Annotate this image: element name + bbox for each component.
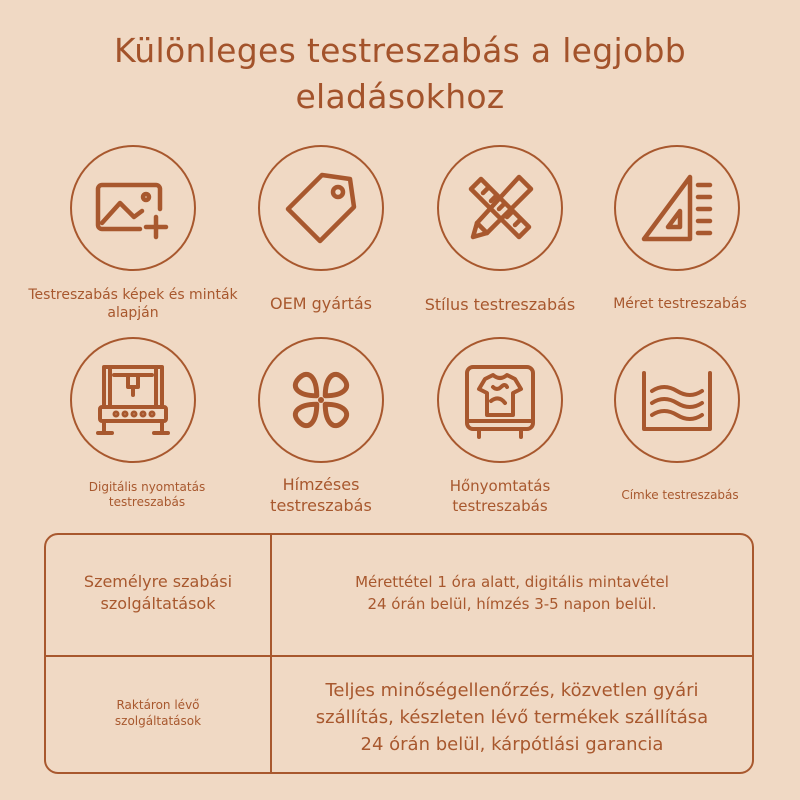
- feature-circle-image: [70, 145, 196, 271]
- feature-label-oem: OEM gyártás: [269, 294, 372, 313]
- heat-press-shirt-icon: [457, 357, 543, 443]
- service-desc-stock: Teljes minőségellenőrzés, közvetlen gyári szállítás, készleten lévő termékek szállítása 24 órán belül, kárpótlási garancia: [315, 680, 709, 755]
- feature-label-heatpress: Hőnyomtatás testreszabás: [449, 477, 551, 515]
- image-plus-icon: [90, 165, 176, 251]
- digital-printer-icon: [90, 357, 176, 443]
- services-table: [44, 533, 754, 774]
- embroidery-flower-icon: [278, 357, 364, 443]
- feature-circle-size: [614, 145, 740, 271]
- feature-circle-label: [614, 337, 740, 463]
- feature-circle-heatpress: [437, 337, 563, 463]
- ruler-pencil-icon: [457, 165, 543, 251]
- set-square-icon: [634, 165, 720, 251]
- service-name-stock: Raktáron lévő szolgáltatások: [114, 698, 202, 728]
- service-name-customization: Személyre szabási szolgáltatások: [83, 572, 233, 613]
- price-tag-icon: [278, 165, 364, 251]
- feature-label-size: Méret testreszabás: [613, 296, 747, 312]
- feature-label-digital: Digitális nyomtatás testreszabás: [88, 480, 206, 509]
- table-divider-horizontal: [46, 655, 752, 657]
- feature-label-style: Stílus testreszabás: [424, 295, 576, 314]
- feature-label-embroidery: Hímzéses testreszabás: [270, 475, 372, 515]
- fabric-label-icon: [634, 357, 720, 443]
- feature-label-tag: Címke testreszabás: [621, 488, 739, 502]
- feature-label-image: Testreszabás képek és minták alapján: [28, 287, 238, 321]
- page-title: [0, 28, 800, 120]
- feature-circle-oem: [258, 145, 384, 271]
- feature-circle-embroidery: [258, 337, 384, 463]
- feature-circle-digital: [70, 337, 196, 463]
- service-desc-customization: Mérettétel 1 óra alatt, digitális mintavétel 24 órán belül, hímzés 3-5 napon belül.: [355, 573, 669, 613]
- title-line-2: eladásokhoz: [295, 77, 505, 116]
- title-line-1: Különleges testreszabás a legjobb: [114, 31, 686, 70]
- feature-circle-style: [437, 145, 563, 271]
